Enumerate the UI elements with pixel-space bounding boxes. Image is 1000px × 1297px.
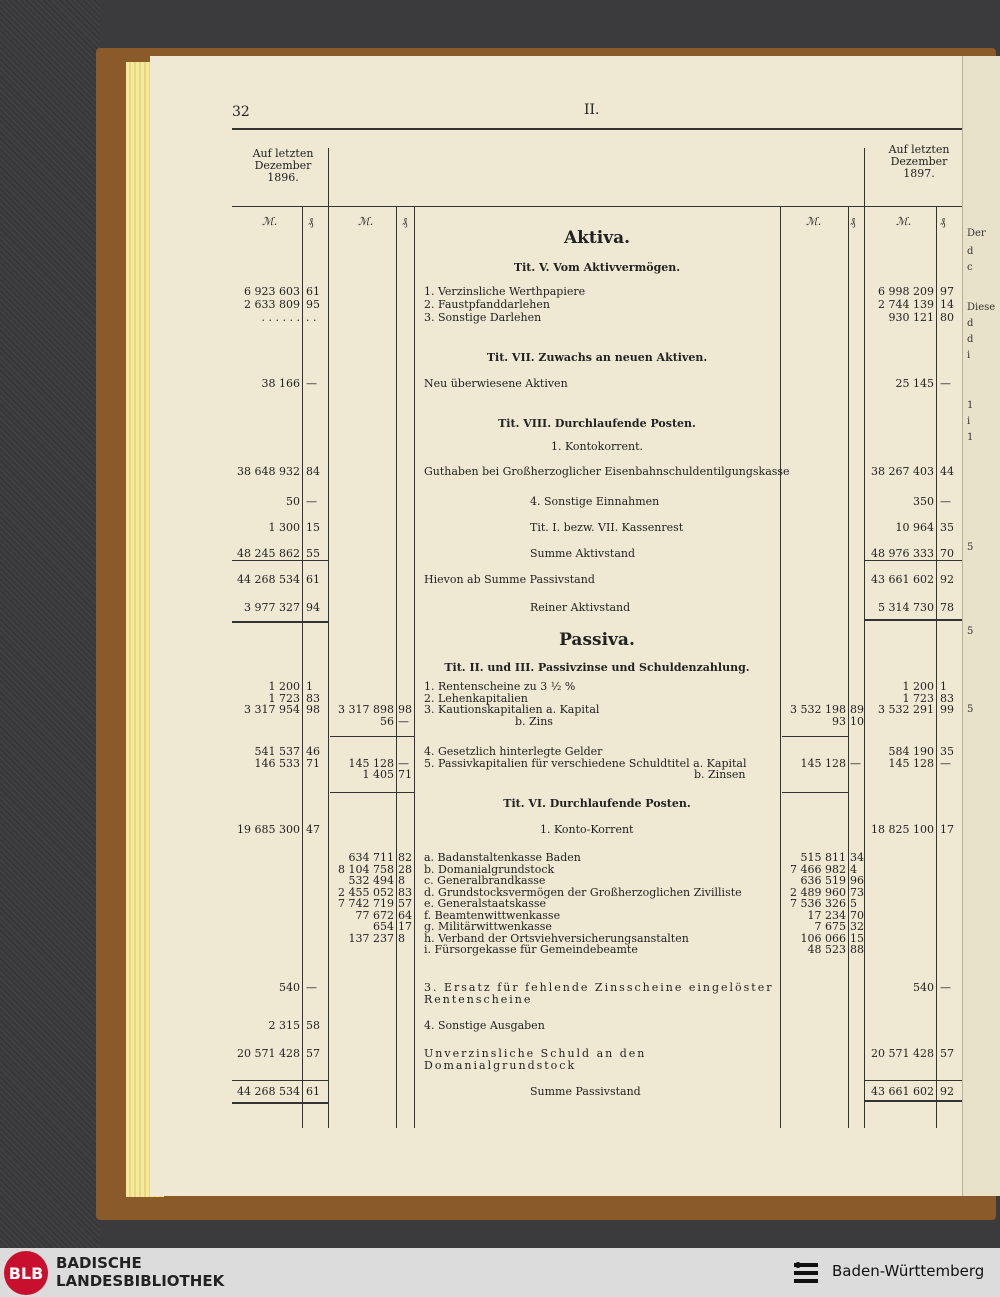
mid-mark-value: 2 455 052 <box>338 885 394 899</box>
left-mark-value: 19 685 300 <box>237 823 300 836</box>
facing-page-fragment: 1 <box>967 432 974 443</box>
mid-pf-value: 8 <box>398 931 405 945</box>
left-mark-value: 3 317 954 <box>244 703 300 716</box>
section-title: Aktiva. <box>563 228 631 248</box>
right-pf-value: 14 <box>940 298 954 311</box>
midright-pf-value: — <box>850 756 861 770</box>
mark-unit: ℳ. <box>806 215 822 228</box>
rule <box>782 736 848 737</box>
left-mark-value: 44 268 534 <box>237 1085 300 1098</box>
background-left <box>0 0 100 1248</box>
midright-pf-value: 34 <box>850 851 864 864</box>
left-pf-value: . . <box>306 311 317 324</box>
right-pf-value: — <box>940 981 951 994</box>
midright-mark-value: 7 675 <box>814 920 846 933</box>
entry-text: Unverzinsliche Schuld an den Domanialgrundstock <box>424 1047 647 1072</box>
midright-mark-value: 3 532 198 <box>790 703 846 716</box>
entry-text: g. Militärwittwenkasse <box>424 920 552 933</box>
midright-mark-value: 2 489 960 <box>790 885 846 899</box>
entry-text: b. Domanialgrundstock <box>424 862 555 876</box>
right-mark-value: 540 <box>913 981 934 994</box>
rule <box>864 560 962 561</box>
left-mark-value: 48 245 862 <box>237 547 300 560</box>
right-pf-value: 83 <box>940 691 954 705</box>
mid-pf-value: 83 <box>398 885 412 899</box>
left-mark-value: 541 537 <box>254 745 300 758</box>
facing-page-fragment: c <box>967 262 973 273</box>
pf-unit: ₰ <box>308 215 314 228</box>
pf-unit: ₰ <box>850 215 856 228</box>
rule <box>782 792 848 793</box>
left-pf-value: 46 <box>306 745 320 758</box>
entry-text: 1. Konto-Korrent <box>540 823 634 836</box>
facing-page-fragment: i <box>967 350 971 361</box>
mid-pf-value: 57 <box>398 897 412 910</box>
entry-text: Summe Aktivstand <box>530 547 635 560</box>
entry-text: 2. Faustpfanddarlehen <box>424 298 550 311</box>
left-pf-value: 61 <box>306 1085 320 1098</box>
entry-text: a. Badanstaltenkasse Baden <box>424 851 581 864</box>
right-mark-value: 6 998 209 <box>878 285 934 298</box>
right-pf-value: 78 <box>940 601 954 614</box>
midright-mark-value: 48 523 <box>807 943 846 956</box>
pf-unit: ₰ <box>402 215 408 228</box>
left-mark-value: 38 648 932 <box>237 465 300 478</box>
right-pf-value: 70 <box>940 547 954 560</box>
midright-mark-value: 17 234 <box>807 908 846 922</box>
mid-mark-value: 8 104 758 <box>338 862 394 876</box>
right-mark-value: 10 964 <box>895 521 934 534</box>
entry-text: Hievon ab Summe Passivstand <box>424 573 595 586</box>
page-number: 32 <box>232 104 250 120</box>
mid-mark-value: 1 405 <box>362 768 394 781</box>
entry-text: Summe Passivstand <box>530 1085 641 1098</box>
midright-pf-value: 10 <box>850 714 864 728</box>
entry-text: 5. Passivkapitalien für verschiedene Schuldtitel a. Kapital <box>424 756 747 770</box>
mid-mark-value: 56 <box>380 714 394 728</box>
entry-text: d. Grundstocksvermögen der Großherzoglichen Zivilliste <box>424 885 742 899</box>
left-pf-value: 61 <box>306 573 320 586</box>
facing-page-fragment: d <box>967 318 974 329</box>
midright-pf-value: 32 <box>850 920 864 933</box>
right-mark-value: 350 <box>913 495 934 508</box>
left-pf-value: — <box>306 377 317 390</box>
facing-page-fragment: 1 <box>967 400 974 411</box>
mid-pf-value: 98 <box>398 703 412 716</box>
mid-pf-value: — <box>398 714 409 728</box>
ledger-page <box>150 56 962 1196</box>
mid-pf-value: 82 <box>398 851 412 864</box>
mid-mark-value: 532 494 <box>348 874 394 887</box>
subsection-title: Tit. VI. Durchlaufende Posten. <box>503 797 691 810</box>
right-mark-value: 43 661 602 <box>871 573 934 586</box>
midright-pf-value: 70 <box>850 908 864 922</box>
midright-pf-value: 4 <box>850 862 857 876</box>
left-pf-value: 98 <box>306 703 320 716</box>
midright-mark-value: 93 <box>832 714 846 728</box>
midright-mark-value: 7 536 326 <box>790 897 846 910</box>
rule <box>864 1080 962 1081</box>
right-pf-value: 99 <box>940 703 954 716</box>
right-pf-value: 35 <box>940 521 954 534</box>
entry-text: 4. Sonstige Ausgaben <box>424 1019 545 1032</box>
rule <box>232 1080 328 1081</box>
right-pf-value: 57 <box>940 1047 954 1060</box>
left-mark-value: 1 723 <box>268 691 300 705</box>
right-mark-value: 1 723 <box>902 691 934 705</box>
right-mark-value: 20 571 428 <box>871 1047 934 1060</box>
mid-pf-value: 71 <box>398 768 412 781</box>
midright-pf-value: 96 <box>850 874 864 887</box>
facing-page-fragment: Der <box>967 228 986 239</box>
left-pf-value: 55 <box>306 547 320 560</box>
left-mark-value: 38 166 <box>261 377 300 390</box>
subsection-title: Tit. VIII. Durchlaufende Posten. <box>498 417 696 430</box>
entry-text: 3. Sonstige Darlehen <box>424 311 542 324</box>
left-mark-value: 2 633 809 <box>244 298 300 311</box>
entry-text: e. Generalstaatskasse <box>424 897 546 910</box>
facing-page-fragment: d <box>967 334 974 345</box>
facing-page-fragment: 5 <box>967 626 974 637</box>
section-title: Passiva. <box>559 630 635 650</box>
mid-pf-value: 28 <box>398 862 412 876</box>
facing-page-fragment: 5 <box>967 704 974 715</box>
blb-line1: BADISCHE <box>56 1254 142 1272</box>
right-mark-value: 18 825 100 <box>871 823 934 836</box>
blb-logo[interactable]: BLB <box>4 1251 48 1295</box>
mark-unit: ℳ. <box>358 215 374 228</box>
midright-pf-value: 15 <box>850 931 864 945</box>
facing-page-fragment: d <box>967 246 974 257</box>
entry-text: Tit. I. bezw. VII. Kassenrest <box>530 521 684 534</box>
left-mark-value: 3 977 327 <box>244 601 300 614</box>
left-mark-value: 6 923 603 <box>244 285 300 298</box>
right-mark-value: 145 128 <box>888 756 934 770</box>
rule <box>232 1102 328 1104</box>
midright-mark-value: 145 128 <box>800 756 846 770</box>
bw-text[interactable]: Baden-Württemberg <box>832 1262 985 1280</box>
left-pf-value: 71 <box>306 756 320 770</box>
mid-mark-value: 77 672 <box>355 908 394 922</box>
facing-page-fragment: i <box>967 416 971 427</box>
left-mark-value: 1 300 <box>268 521 300 534</box>
entry-text: 1. Verzinsliche Werthpapiere <box>424 285 586 298</box>
right-pf-value: 92 <box>940 573 954 586</box>
midright-pf-value: 73 <box>850 885 864 899</box>
left-pf-value: 94 <box>306 601 320 614</box>
entry-text: f. Beamtenwittwenkasse <box>424 908 561 922</box>
right-pf-value: — <box>940 495 951 508</box>
right-mark-value: 2 744 139 <box>878 298 934 311</box>
entry-text: b. Zinsen <box>694 768 746 781</box>
mid-pf-value: 8 <box>398 874 405 887</box>
entry-text: 4. Sonstige Einnahmen <box>530 495 660 508</box>
mark-unit: ℳ. <box>262 215 278 228</box>
entry-text: 4. Gesetzlich hinterlegte Gelder <box>424 745 603 758</box>
right-pf-value: — <box>940 756 951 770</box>
entry-text: 3. Kautionskapitalien a. Kapital <box>424 703 600 716</box>
left-pf-value: 57 <box>306 1047 320 1060</box>
midright-mark-value: 106 066 <box>800 931 846 945</box>
mid-pf-value: — <box>398 756 409 770</box>
midright-mark-value: 515 811 <box>800 851 846 864</box>
mid-mark-value: 145 128 <box>348 756 394 770</box>
rule <box>330 792 414 793</box>
rule <box>232 621 328 623</box>
left-mark-value: 50 <box>286 495 300 508</box>
left-mark-value: 146 533 <box>254 756 300 770</box>
right-mark-value: 1 200 <box>902 680 934 693</box>
left-mark-value: 540 <box>279 981 300 994</box>
right-mark-value: 930 121 <box>888 311 934 324</box>
subsection-title: Tit. V. Vom Aktivvermögen. <box>513 261 681 274</box>
left-mark-value: 44 268 534 <box>237 573 300 586</box>
col-header-left: Auf letzten Dezember 1896. <box>252 147 314 184</box>
entry-text: Guthaben bei Großherzoglicher Eisenbahnschuldentilgungskasse <box>424 465 790 478</box>
right-mark-value: 584 190 <box>888 745 934 758</box>
midright-mark-value: 7 466 982 <box>790 862 846 876</box>
midright-pf-value: 89 <box>850 703 864 716</box>
left-pf-value: 83 <box>306 691 320 705</box>
right-pf-value: 92 <box>940 1085 954 1098</box>
coat-of-arms-icon <box>790 1257 822 1289</box>
right-mark-value: 25 145 <box>895 377 934 390</box>
entry-text: h. Verband der Ortsviehversicherungsanstalten <box>424 931 689 945</box>
entry-text: Reiner Aktivstand <box>530 601 631 614</box>
mid-mark-value: 137 237 <box>348 931 394 945</box>
right-pf-value: 44 <box>940 465 954 478</box>
left-pf-value: 47 <box>306 823 320 836</box>
rule <box>232 560 328 561</box>
subsection-title: Tit. II. und III. Passivzinse und Schuldenzahlung. <box>444 661 750 674</box>
entry-text: c. Generalbrandkasse <box>424 874 546 887</box>
mid-pf-value: 64 <box>398 908 412 922</box>
facing-page-fragment: Diese <box>967 302 996 313</box>
right-mark-value: 38 267 403 <box>871 465 934 478</box>
blb-line2: LANDESBIBLIOTHEK <box>56 1272 225 1290</box>
subsection-title: Tit. VII. Zuwachs an neuen Aktiven. <box>486 351 708 364</box>
mid-mark-value: 3 317 898 <box>338 703 394 716</box>
right-pf-value: 35 <box>940 745 954 758</box>
blb-name[interactable] <box>56 1254 224 1290</box>
right-mark-value: 5 314 730 <box>878 601 934 614</box>
left-mark-value: 2 315 <box>268 1019 300 1032</box>
right-mark-value: 43 661 602 <box>871 1085 934 1098</box>
mid-mark-value: 634 711 <box>348 851 394 864</box>
col-header-right: Auf letzten Dezember 1897. <box>888 143 950 180</box>
facing-page <box>962 56 1000 1196</box>
entry-text: 1. Rentenscheine zu 3 ½ % <box>424 680 576 693</box>
midright-pf-value: 5 <box>850 897 857 910</box>
left-pf-value: 95 <box>306 298 320 311</box>
left-pf-value: — <box>306 981 317 994</box>
mid-mark-value: 7 742 719 <box>338 897 394 910</box>
right-pf-value: 97 <box>940 285 954 298</box>
mid-pf-value: 17 <box>398 920 412 933</box>
entry-text: Neu überwiesene Aktiven <box>424 377 568 390</box>
right-mark-value: 3 532 291 <box>878 703 934 716</box>
midright-pf-value: 88 <box>850 943 864 956</box>
left-mark-value: 1 200 <box>268 680 300 693</box>
entry-text: i. Fürsorgekasse für Gemeindebeamte <box>424 943 638 956</box>
rule <box>864 619 962 621</box>
mark-unit: ℳ. <box>896 215 912 228</box>
footer-bar <box>0 1248 1000 1297</box>
left-mark-value: . . . . . . <box>261 311 300 324</box>
pf-unit: ₰ <box>940 215 946 228</box>
rule <box>864 1100 962 1102</box>
facing-page-fragment: 5 <box>967 542 974 553</box>
right-pf-value: 1 <box>940 680 947 693</box>
midright-mark-value: 636 519 <box>800 874 846 887</box>
entry-text: 3. Ersatz für fehlende Zinsscheine eingelöster Rentenscheine <box>424 981 774 1006</box>
left-pf-value: 61 <box>306 285 320 298</box>
section-heading: II. <box>584 102 600 118</box>
entry-text: 2. Lehenkapitalien <box>424 691 528 705</box>
right-pf-value: — <box>940 377 951 390</box>
left-mark-value: 20 571 428 <box>237 1047 300 1060</box>
right-pf-value: 80 <box>940 311 954 324</box>
subsection-title: 1. Kontokorrent. <box>551 440 643 453</box>
left-pf-value: 84 <box>306 465 320 478</box>
left-pf-value: 58 <box>306 1019 320 1032</box>
right-pf-value: 17 <box>940 823 954 836</box>
left-pf-value: 15 <box>306 521 320 534</box>
right-mark-value: 48 976 333 <box>871 547 934 560</box>
entry-text: b. Zins <box>515 714 553 728</box>
mid-mark-value: 654 <box>373 920 394 933</box>
rule <box>330 736 414 737</box>
left-pf-value: — <box>306 495 317 508</box>
left-pf-value: 1 <box>306 680 313 693</box>
